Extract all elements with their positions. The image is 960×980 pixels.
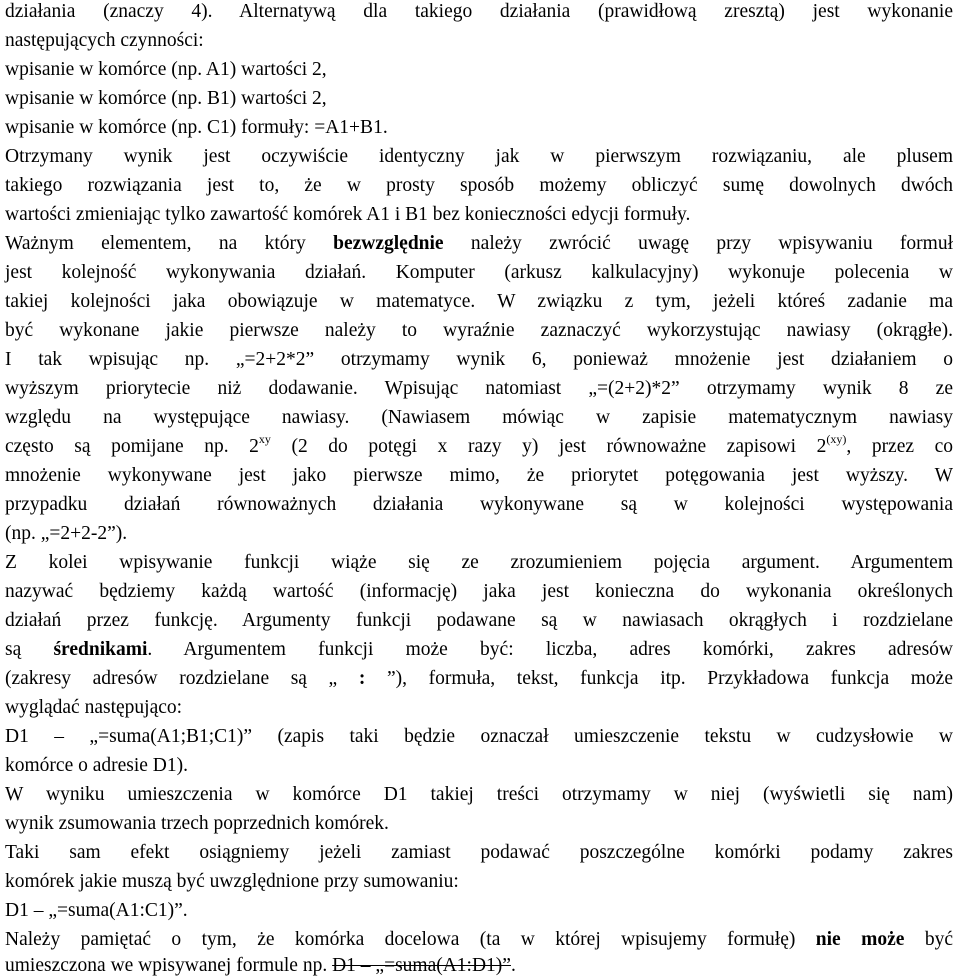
text-line	[5, 29, 953, 53]
text-line	[5, 290, 953, 314]
text-line	[5, 870, 953, 894]
text-line	[5, 696, 953, 720]
text-line	[5, 319, 953, 343]
text-run: działania (znaczy 4). Alternatywą dla takiego działania (prawidłową zresztą) jest wykonanie	[5, 1, 953, 22]
text-line	[5, 725, 953, 749]
text-line	[5, 58, 953, 82]
text-line	[5, 116, 953, 140]
text-run: działań przez funkcję. Argumenty funkcji podawane są w nawiasach okrągłych i rozdzielane	[5, 610, 953, 631]
text-line	[5, 87, 953, 111]
text-line	[5, 899, 953, 923]
text-line	[5, 522, 953, 546]
text-line	[5, 406, 953, 430]
text-line	[5, 754, 953, 778]
bold-run: :	[358, 668, 366, 689]
superscript: (xy)	[826, 432, 847, 446]
text-run: I tak wpisując np. „=2+2*2” otrzymamy wynik 6, ponieważ mnożenie jest działaniem o	[5, 349, 953, 370]
text-run: być	[904, 929, 953, 950]
text-run: następujących czynności:	[5, 30, 204, 51]
text-run: komórek jakie muszą być uwzględnione przy sumowaniu:	[5, 871, 459, 892]
text-line	[5, 464, 953, 488]
text-run: nazywać będziemy każdą wartość (informację) jaka jest konieczna do wykonania określonych	[5, 581, 953, 602]
text-run: (np. „=2+2-2”).	[5, 523, 128, 544]
text-run: umieszczona we wpisywanej formule np.	[5, 955, 333, 976]
text-line	[5, 261, 953, 285]
text-line	[5, 609, 953, 633]
text-line	[5, 432, 953, 459]
text-line	[5, 638, 953, 662]
text-line	[5, 203, 953, 227]
text-run: wartości zmieniając tylko zawartość komórek A1 i B1 bez konieczności edycji formuły.	[5, 204, 691, 225]
text-run: wpisanie w komórce (np. A1) wartości 2,	[5, 59, 327, 80]
text-run: wynik zsumowania trzech poprzednich komórek.	[5, 813, 389, 834]
text-run: ”), formuła, tekst, funkcja itp. Przykładowa funkcja może	[365, 668, 953, 689]
text-run: takiego rozwiązania jest to, że w prosty sposób możemy obliczyć sumę dowolnych dwóch	[5, 175, 953, 196]
text-run: (zakresy adresów rozdzielane są „	[5, 668, 359, 689]
text-run: Z kolei wpisywanie funkcji wiąże się ze zrozumieniem pojęcia argument. Argumentem	[5, 552, 953, 573]
text-run: Otrzymany wynik jest oczywiście identyczny jak w pierwszym rozwiązaniu, ale plusem	[5, 146, 953, 167]
text-run: D1 – „=suma(A1;B1;C1)” (zapis taki będzie oznaczał umieszczenie tekstu w cudzysłowie w	[5, 726, 953, 747]
superscript: xy	[258, 432, 271, 446]
text-run: D1 – „=suma(A1:C1)”.	[5, 900, 188, 921]
text-run: względu na występujące nawiasy. (Nawiasem mówiąc w zapisie matematycznym nawiasy	[5, 407, 953, 428]
text-run: .	[510, 955, 516, 976]
text-line	[5, 928, 953, 952]
text-line	[5, 580, 953, 604]
text-run: mnożenie wykonywane jest jako pierwsze mimo, że priorytet potęgowania jest wyższy. W	[5, 465, 953, 486]
text-line	[5, 667, 953, 691]
text-run: komórce o adresie D1).	[5, 755, 189, 776]
text-line	[5, 783, 953, 807]
text-line	[5, 232, 953, 256]
text-run: wyższym priorytecie niż dodawanie. Wpisując natomiast „=(2+2)*2” otrzymamy wynik 8 ze	[5, 378, 953, 399]
text-run: wpisanie w komórce (np. B1) wartości 2,	[5, 88, 327, 109]
text-run: są	[5, 639, 54, 660]
strikethrough-run: D1 – „=suma(A1:D1)”	[332, 955, 511, 976]
text-line	[5, 145, 953, 169]
text-line	[5, 0, 953, 24]
bold-run: bezwzględnie	[333, 233, 444, 254]
text-run: takiej kolejności jaka obowiązuje w matematyce. W związku z tym, jeżeli któreś zadanie ma	[5, 291, 953, 312]
text-run: często są pomijane np. 2	[5, 436, 259, 457]
text-line	[5, 551, 953, 575]
text-line	[5, 174, 953, 198]
text-line	[5, 841, 953, 865]
text-run: Należy pamiętać o tym, że komórka docelowa (ta w której wpisujemy formułę)	[5, 929, 816, 950]
bold-run: nie może	[815, 929, 905, 950]
text-run: wyglądać następująco:	[5, 697, 183, 718]
text-run: , przez co	[846, 436, 953, 457]
text-run: wpisanie w komórce (np. C1) formuły: =A1+B1.	[5, 117, 388, 138]
text-line	[5, 348, 953, 372]
text-line	[5, 954, 953, 978]
text-run: . Argumentem funkcji może być: liczba, adres komórki, zakres adresów	[147, 639, 953, 660]
text-run: (2 do potęgi x razy y) jest równoważne zapisowi 2	[270, 436, 827, 457]
text-run: jest kolejność wykonywania działań. Komputer (arkusz kalkulacyjny) wykonuje polecenia w	[5, 262, 953, 283]
text-run: przypadku działań równoważnych działania wykonywane są w kolejności występowania	[5, 494, 953, 515]
text-line	[5, 377, 953, 401]
text-run: Ważnym elementem, na który	[5, 233, 334, 254]
bold-run: średnikami	[53, 639, 148, 660]
text-line	[5, 493, 953, 517]
text-run: należy zwrócić uwagę przy wpisywaniu formuł	[443, 233, 953, 254]
text-run: Taki sam efekt osiągniemy jeżeli zamiast podawać poszczególne komórki podamy zakres	[5, 842, 953, 863]
text-run: być wykonane jakie pierwsze należy to wyraźnie zaznaczyć wykorzystując nawiasy (okrągłe).	[5, 320, 953, 341]
text-line	[5, 812, 953, 836]
text-run: W wyniku umieszczenia w komórce D1 takiej treści otrzymamy w niej (wyświetli się nam)	[5, 784, 953, 805]
